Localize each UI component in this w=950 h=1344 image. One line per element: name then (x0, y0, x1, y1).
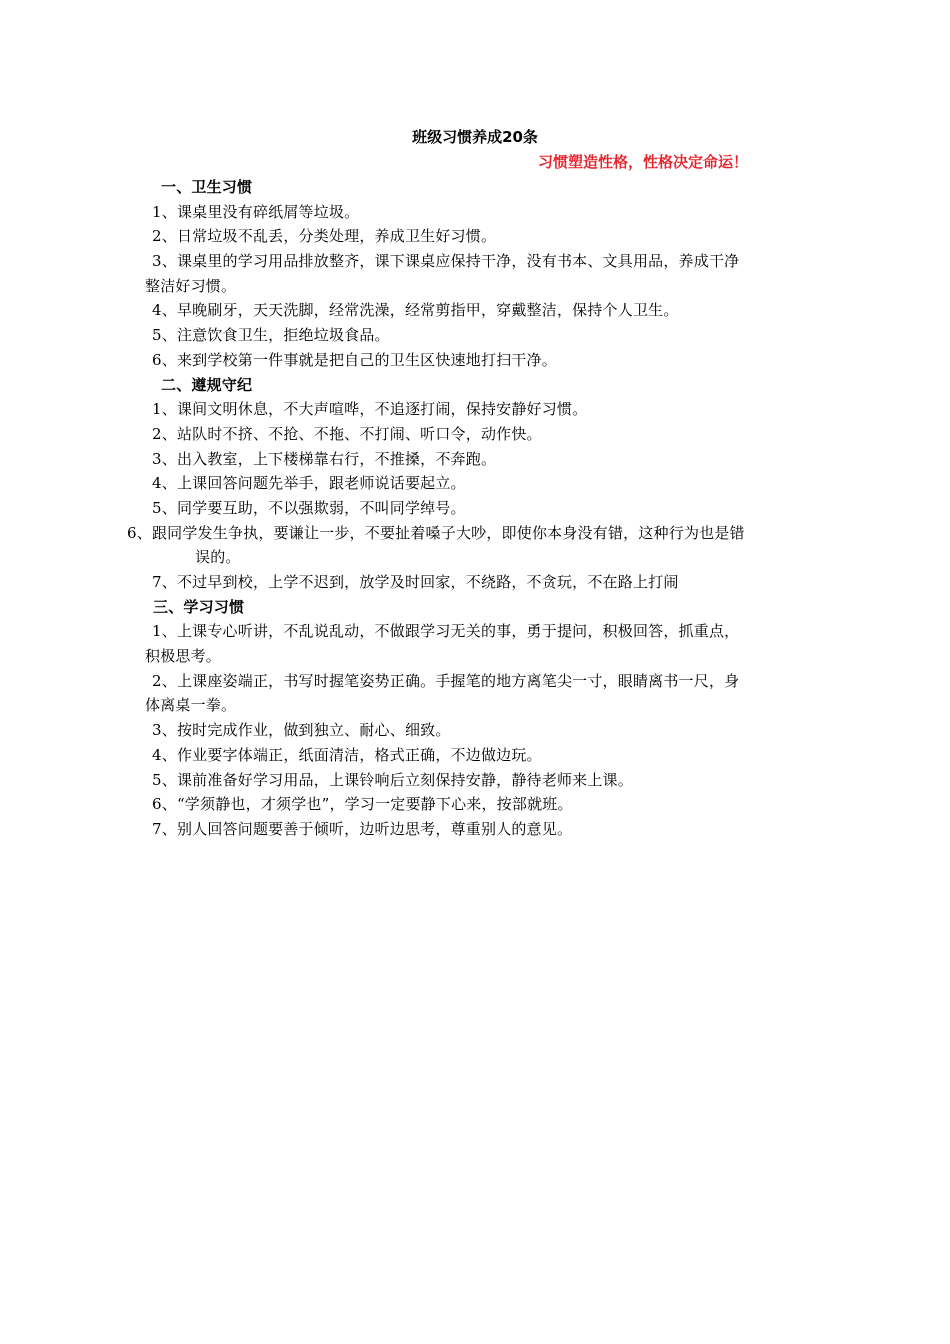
document-title: 班级习惯养成20条 (412, 128, 538, 146)
list-item: 1、课间文明休息，不大声喧哗，不追逐打闹，保持安静好习惯。 (152, 400, 588, 419)
list-item: 5、同学要互助，不以强欺弱，不叫同学绰号。 (152, 498, 466, 517)
list-item: 2、上课座姿端正，书写时握笔姿势正确。手握笔的地方离笔尖一寸，眼睛离书一尺，身 (152, 671, 740, 690)
list-item-continuation: 积极思考。 (145, 647, 222, 666)
list-item: 4、早晚刷牙，天天洗脚，经常洗澡，经常剪指甲，穿戴整洁，保持个人卫生。 (152, 301, 679, 320)
list-item: 7、不过早到校，上学不迟到，放学及时回家，不绕路，不贪玩，不在路上打闹 (152, 573, 679, 591)
section-heading-hygiene: 一、卫生习惯 (161, 178, 253, 196)
list-item: 6、跟同学发生争执，要谦让一步，不要扯着嗓子大吵，即使你本身没有错，这种行为也是错 (127, 523, 745, 542)
section-heading-study: 三、学习习惯 (153, 597, 245, 616)
list-item: 2、日常垃圾不乱丢，分类处理，养成卫生好习惯。 (152, 227, 497, 246)
list-item: 5、注意饮食卫生，拒绝垃圾食品。 (152, 326, 390, 345)
list-item: 2、站队时不挤、不抢、不拖、不打闹、听口令，动作快。 (152, 424, 542, 443)
motto-text: 习惯塑造性格，性格决定命运！ (538, 153, 749, 171)
list-item: 1、上课专心听讲，不乱说乱动，不做跟学习无关的事，勇于提问，积极回答，抓重点， (152, 622, 740, 641)
list-item: 3、课桌里的学习用品排放整齐，课下课桌应保持干净，没有书本、文具用品，养成干净 (152, 252, 740, 271)
list-item: 5、课前准备好学习用品，上课铃响后立刻保持安静，静待老师来上课。 (152, 770, 633, 789)
list-item: 4、上课回答问题先举手，跟老师说话要起立。 (152, 474, 466, 493)
list-item: 7、别人回答问题要善于倾听，边听边思考，尊重别人的意见。 (152, 819, 573, 838)
list-item-continuation: 误的。 (195, 548, 241, 567)
list-item: 3、出入教室，上下楼梯靠右行，不推搡，不奔跑。 (152, 449, 497, 468)
list-item-continuation: 体离桌一拳。 (145, 696, 237, 715)
document-body (0, 175, 950, 842)
list-item: 6、来到学校第一件事就是把自己的卫生区快速地打扫干净。 (152, 350, 557, 369)
list-item: 4、作业要字体端正，纸面清洁，格式正确，不边做边玩。 (152, 745, 542, 764)
list-item-continuation: 整洁好习惯。 (145, 276, 237, 295)
list-item: 6、“学须静也，才须学也”，学习一定要静下心来，按部就班。 (152, 795, 573, 814)
list-item: 1、课桌里没有碎纸屑等垃圾。 (152, 202, 360, 221)
list-item: 3、按时完成作业，做到独立、耐心、细致。 (152, 721, 451, 740)
section-heading-discipline: 二、遵规守纪 (161, 375, 253, 394)
